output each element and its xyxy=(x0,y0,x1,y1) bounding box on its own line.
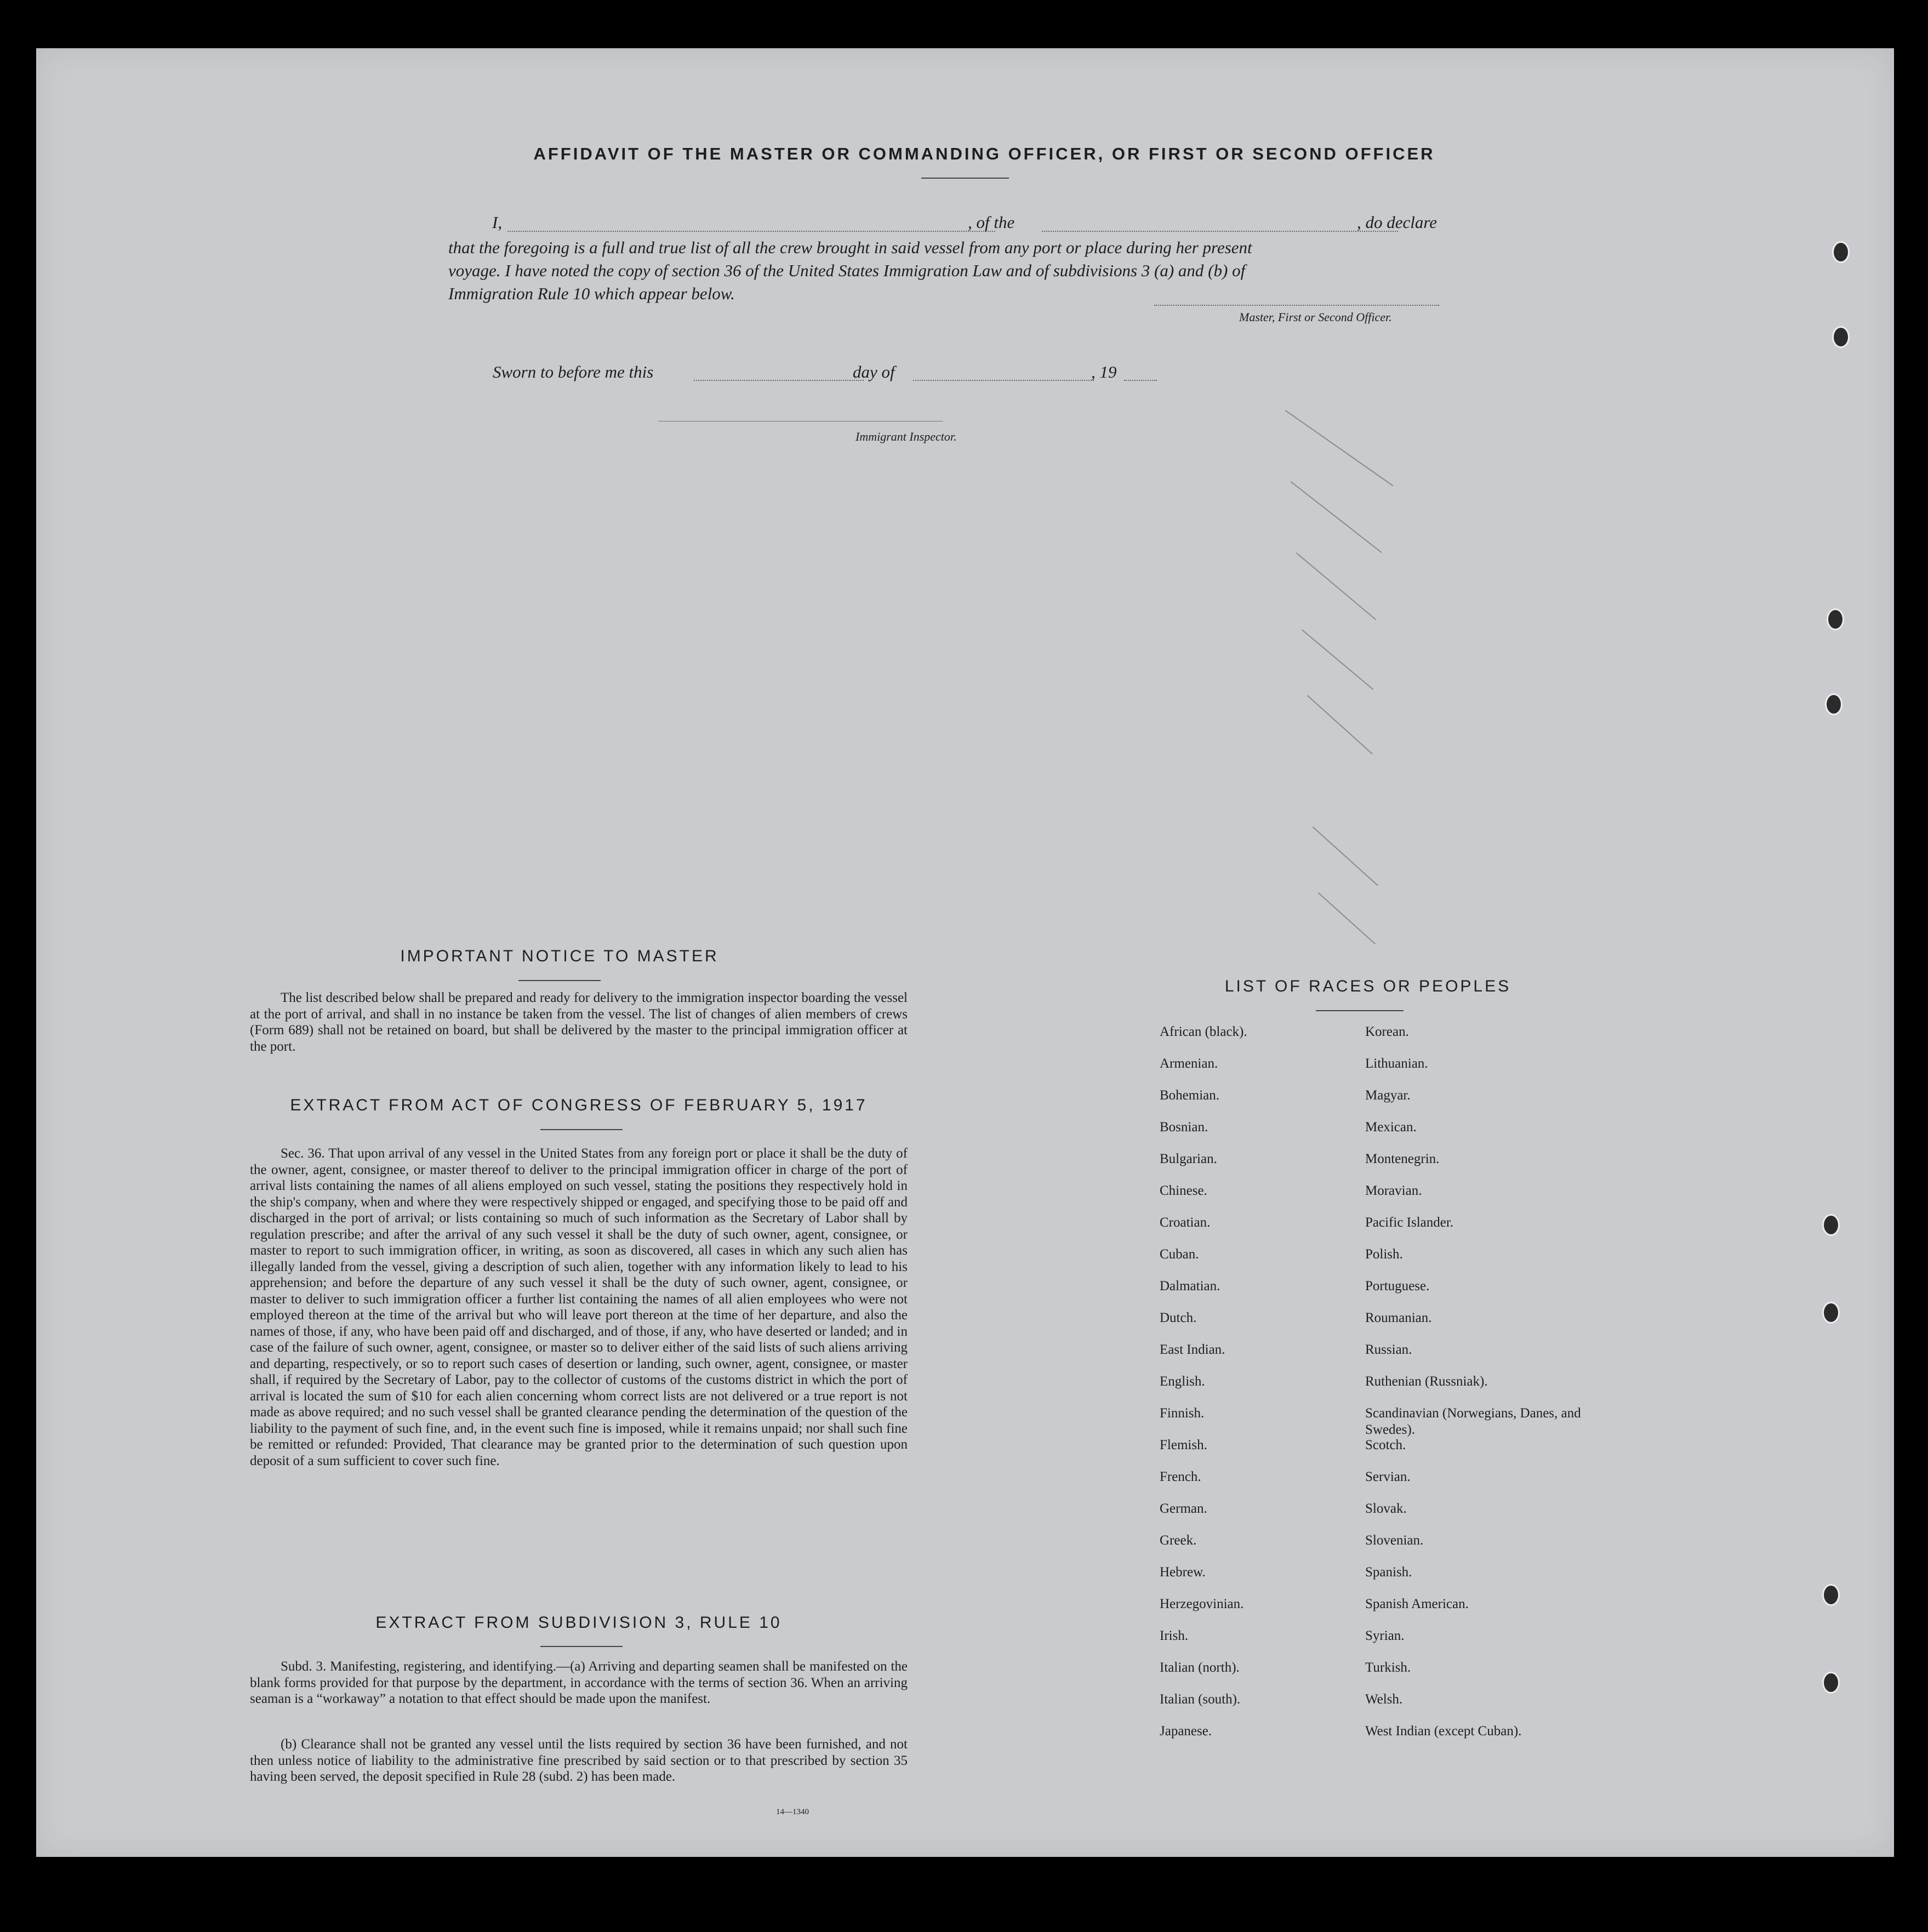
affidavit-body-line-3: Immigration Rule 10 which appear below. xyxy=(448,284,735,303)
day-of-label: day of xyxy=(853,362,895,381)
punch-hole xyxy=(1822,1302,1840,1324)
notice-title-rule xyxy=(518,980,601,981)
race-item: Armenian. xyxy=(1160,1056,1218,1071)
race-item: Roumanian. xyxy=(1365,1310,1432,1325)
act-extract-title-rule xyxy=(540,1129,623,1130)
race-item: Greek. xyxy=(1160,1533,1197,1548)
race-item: Dutch. xyxy=(1160,1310,1197,1325)
master-signature-line[interactable] xyxy=(1154,305,1439,306)
race-item: Italian (south). xyxy=(1160,1692,1241,1707)
affidavit-of-the-label: , of the xyxy=(968,213,1015,232)
races-left-column xyxy=(1160,1024,1351,1755)
affidavit-title-rule xyxy=(921,178,1009,179)
sworn-label: Sworn to before me this xyxy=(493,362,654,381)
race-item: English. xyxy=(1160,1374,1205,1389)
race-item: Pacific Islander. xyxy=(1365,1215,1454,1230)
rule-extract-para-b: (b) Clearance shall not be granted any vessel until the lists required by section 36 have been furnished, and not then unless notice of liability to the administrative fine prescribed by said section or to that prescribed by section 35 having been served, the deposit specified in Rule 28 (subd. 2) has been made. xyxy=(250,1737,908,1784)
race-item: Finnish. xyxy=(1160,1406,1205,1421)
punch-hole xyxy=(1832,326,1850,348)
notice-text: The list described below shall be prepared and ready for delivery to the immigration inspector boarding the vessel at the port of arrival, and shall in no instance be taken from the vessel. The list of changes of alien members of crews (Form 689) shall not be retained on board, but shall be delivered by the master to the principal immigration officer at the port. xyxy=(250,990,908,1054)
sworn-day-blank[interactable] xyxy=(694,380,864,381)
bleed-mark xyxy=(1307,695,1373,755)
race-item: Chinese. xyxy=(1160,1183,1207,1198)
race-item: East Indian. xyxy=(1160,1342,1225,1357)
races-title: LIST OF RACES OR PEOPLES xyxy=(1224,977,1511,995)
affidavit-body-line-2: voyage. I have noted the copy of section 36 of the United States Immigration Law and of subdivisions 3 (a) and (b) of xyxy=(448,261,1246,280)
race-item: Scandinavian (Norwegians, Danes, and Swedes). xyxy=(1365,1406,1581,1437)
act-extract-title: EXTRACT FROM ACT OF CONGRESS OF FEBRUARY 5, 1917 xyxy=(290,1096,868,1114)
rule-extract-title-rule xyxy=(540,1646,623,1647)
race-item: Polish. xyxy=(1365,1247,1403,1262)
race-item: Herzegovinian. xyxy=(1160,1597,1244,1611)
race-item: Croatian. xyxy=(1160,1215,1211,1230)
race-item: Bosnian. xyxy=(1160,1120,1208,1135)
inspector-caption: Immigrant Inspector. xyxy=(855,430,957,443)
race-item: Servian. xyxy=(1365,1469,1411,1484)
race-item: Hebrew. xyxy=(1160,1565,1206,1580)
race-item: Flemish. xyxy=(1160,1438,1207,1452)
form-number: 14—1340 xyxy=(776,1808,809,1816)
year-label: , 19 xyxy=(1091,362,1117,381)
affidavit-title: AFFIDAVIT OF THE MASTER OR COMMANDING OFFICER, OR FIRST OR SECOND OFFICER xyxy=(533,144,1435,163)
race-item: Spanish. xyxy=(1365,1565,1412,1580)
affidavit-body-line-1: that the foregoing is a full and true list of all the crew brought in said vessel from any port or place during her present xyxy=(448,238,1252,257)
rule-extract-para-a: Subd. 3. Manifesting, registering, and identifying.—(a) Arriving and departing seamen shall be manifested on the blank forms provided for that purpose by the department, in accordance with the terms of section 36. When an arriving seaman is a “workaway” a notation to that effect should be made upon the manifest. xyxy=(250,1659,908,1706)
notice-title: IMPORTANT NOTICE TO MASTER xyxy=(400,947,719,965)
race-item: Spanish American. xyxy=(1365,1597,1469,1611)
race-item: Syrian. xyxy=(1365,1628,1405,1643)
race-item: West Indian (except Cuban). xyxy=(1365,1724,1522,1739)
race-item: Japanese. xyxy=(1160,1724,1212,1739)
rule-extract-title: EXTRACT FROM SUBDIVISION 3, RULE 10 xyxy=(375,1614,782,1632)
race-item: Cuban. xyxy=(1160,1247,1199,1262)
race-item: Montenegrin. xyxy=(1365,1152,1440,1166)
race-item: Lithuanian. xyxy=(1365,1056,1428,1071)
affidavit-do-declare: , do declare xyxy=(1357,213,1438,232)
race-item: Turkish. xyxy=(1365,1660,1411,1675)
races-right-column xyxy=(1365,1024,1623,1755)
master-signature-caption: Master, First or Second Officer. xyxy=(1239,310,1392,324)
race-item: Ruthenian (Russniak). xyxy=(1365,1374,1488,1389)
race-item: Mexican. xyxy=(1365,1120,1417,1135)
punch-hole xyxy=(1822,1584,1840,1606)
race-item: Welsh. xyxy=(1365,1692,1403,1707)
race-item: Portuguese. xyxy=(1365,1279,1430,1293)
affidavit-vessel-blank[interactable] xyxy=(1042,231,1398,232)
race-item: Russian. xyxy=(1365,1342,1412,1357)
race-item: Bohemian. xyxy=(1160,1088,1220,1103)
race-item: Irish. xyxy=(1160,1628,1189,1643)
race-item: African (black). xyxy=(1160,1024,1247,1039)
punch-hole xyxy=(1832,241,1850,263)
sworn-year-blank[interactable] xyxy=(1124,380,1157,381)
bleed-mark xyxy=(1318,892,1376,944)
punch-hole xyxy=(1822,1214,1840,1236)
affidavit-name-blank[interactable] xyxy=(507,231,995,232)
punch-hole xyxy=(1822,1672,1840,1694)
race-item: Magyar. xyxy=(1365,1088,1411,1103)
race-item: German. xyxy=(1160,1501,1207,1516)
race-item: Bulgarian. xyxy=(1160,1152,1217,1166)
bleed-mark xyxy=(1291,481,1382,553)
race-item: Korean. xyxy=(1365,1024,1409,1039)
bleed-mark xyxy=(1296,552,1377,620)
race-item: French. xyxy=(1160,1469,1201,1484)
punch-hole xyxy=(1827,608,1844,630)
race-item: Italian (north). xyxy=(1160,1660,1240,1675)
bleed-mark xyxy=(1302,629,1374,690)
affidavit-i-label: I, xyxy=(492,213,503,232)
race-item: Dalmatian. xyxy=(1160,1279,1220,1293)
bleed-mark xyxy=(1313,827,1378,886)
document-sheet xyxy=(36,48,1894,1857)
races-title-rule xyxy=(1316,1010,1404,1011)
race-item: Moravian. xyxy=(1365,1183,1422,1198)
punch-hole xyxy=(1825,693,1843,715)
race-item: Scotch. xyxy=(1365,1438,1406,1452)
race-item: Slovenian. xyxy=(1365,1533,1424,1548)
sworn-month-blank[interactable] xyxy=(913,380,1094,381)
bleed-mark xyxy=(1285,410,1394,486)
act-extract-text: Sec. 36. That upon arrival of any vessel in the United States from any foreign port or place it shall be the duty of the owner, agent, consignee, or master thereof to deliver to the principal immigration officer in charge of the port of arrival lists containing the names of all aliens employed on such vessel, stating the positions they respectively hold in the ship's company, when and where they were respectively shipped or engaged, and specifying those to be paid off and discharged in the port of arrival; or lists containing so much of such information as the Secretary of Labor shall by regulation prescribe; and after the arrival of any such vessel it shall be the duty of such owner, agent, consignee, or master to report to such immigration officer, in writing, as soon as discovered, all cases in which any such alien has illegally landed from the vessel, giving a description of such alien, together with any information likely to lead to his apprehension; and before the departure of any such vessel it shall be the duty of such owner, agent, consignee, or master to deliver to such immigration officer a further list containing the names of all alien employees who were not employed thereon at the time of the arrival but who will leave port thereon at the time of her departure, and also the names of those, if any, who have been paid off and discharged, and of those, if any, who have deserted or landed; and in case of the failure of such owner, agent, consignee, or master so to deliver either of the said lists of such aliens arriving and departing, respectively, or so to report such cases of desertion or landing, such owner, agent, consignee, or master shall, if required by the Secretary of Labor, pay to the collector of customs of the customs district in which the port of arrival is located the sum of $10 for each alien concerning whom correct lists are not delivered or a true report is not made as above required; and no such vessel shall be granted clearance pending the determination of the question of the liability to the payment of such fine, and, in the event such fine is imposed, while it remains unpaid; nor shall such fine be remitted or refunded: Provided, That clearance may be granted prior to the determination of such question upon deposit of a sum sufficient to cover such fine. xyxy=(250,1146,908,1468)
race-item: Slovak. xyxy=(1365,1501,1407,1516)
